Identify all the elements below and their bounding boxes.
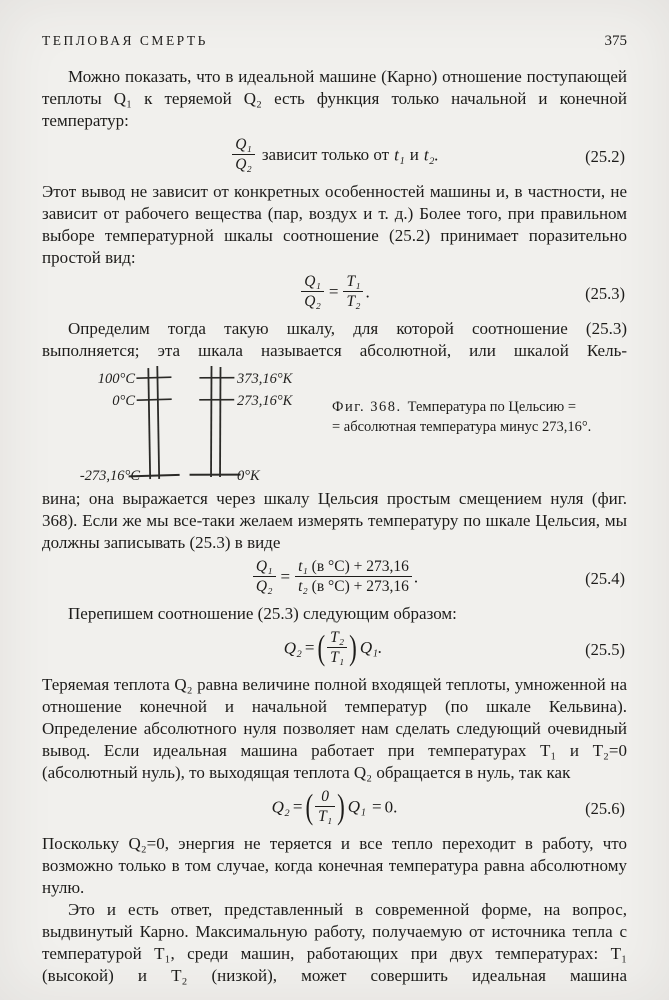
equation-25-6: Q₂ = ( $\frac{0}{\text{T₁}}$ ) Q₁ = 0. (25.6) — [271, 787, 625, 826]
equals-sign: = — [292, 797, 303, 817]
equation-25-3: $\frac{\text{Q₁}}{\text{Q₂}}$ = $\frac{\text{T₁}}{\text{T₂}}$ . (25.3) — [42, 273, 627, 314]
thermometer-figure — [42, 364, 332, 488]
figure-caption-number: Фиг. 368. — [332, 399, 402, 415]
paragraph-3: Определим тогда такую шкалу, для которой соотношение (25.3) выполняется; эта шкала называется абсолютной, или шкалой Кель- — [42, 319, 627, 360]
right-paren: ) — [337, 787, 345, 826]
paragraph-5: Перепишем соотношение (25.3) следующим образом: — [68, 604, 457, 623]
kelvin-label-273: 273,16°K — [237, 393, 293, 409]
right-paren: ) — [349, 628, 357, 667]
equation-25-4: $\frac{\text{Q₁}}{\text{Q₂}}$ = $\frac{\text{t₁ (в °C) + 273,16}}{\text{t₂ (в °C) + 273,16}}$ . (25.4) — [42, 558, 627, 599]
equals-sign: = — [280, 567, 291, 587]
celsius-label-0: 0°C — [112, 393, 135, 409]
kelvin-label-0: 0°K — [237, 468, 260, 484]
page-header — [42, 30, 627, 52]
kelvin-scale — [190, 366, 242, 477]
celsius-scale — [127, 366, 179, 480]
fraction: $\frac{\text{T₂}}{\text{T₁}}$ — [327, 629, 347, 666]
paragraph-8: Это и есть ответ, представленный в современной форме, на вопрос, выдвинутый Карно. Максимальную работу, получаемую от источника тепла с температурой T₁, среди машин, работающих при двух температурах: T₁ (высокой) и T₂ (низкой), может совершить идеальная машина — [42, 900, 627, 985]
math-var: t₁ — [394, 145, 405, 165]
equation-number-25-4: (25.4) — [585, 568, 625, 588]
equation-number-25-3: (25.3) — [585, 283, 625, 303]
equation-number-25-5: (25.5) — [585, 639, 625, 659]
equals-sign: = — [328, 282, 339, 302]
fraction: $\frac{\text{Q₁}}{\text{Q₂}}$ — [301, 273, 324, 310]
math-var: t₂. — [423, 145, 439, 165]
math-var: Q₂ — [283, 638, 302, 658]
equation-25-5 — [42, 629, 627, 670]
celsius-label-minus-273: -273,16°C — [79, 468, 140, 484]
paragraph-4: вина; она выражается через шкалу Цельсия простым смещением нуля (фиг. 368). Если же мы все-таки желаем измерять температуру по шкале Цельсия, мы должны записывать (25.3) в виде — [42, 489, 627, 552]
figure-368 — [42, 364, 627, 488]
celsius-label-100: 100°C — [97, 371, 135, 387]
fraction: $\frac{\text{Q₁}}{\text{Q₂}}$ — [232, 136, 255, 173]
fraction: $\frac{\text{Q₁}}{\text{Q₂}}$ — [253, 558, 276, 595]
paragraph-2: Этот вывод не зависит от конкретных особенностей машины и, в частности, не зависит от рабочего вещества (пар, воздух и т. д.) Более того, при правильном выборе температурной шкалы соотношение (25.2) принимает поразительно простой вид: — [42, 182, 627, 267]
equation-number-25-6: (25.6) — [585, 798, 625, 818]
page-number: 375 — [604, 33, 627, 49]
math-var: Q₁ — [347, 797, 366, 817]
paragraph-1: Можно показать, что в идеальной машине (Карно) отношение поступающей теплоты Q₁ к теряемой Q₂ есть функция только начальной и конечной температур: — [42, 67, 627, 130]
paragraph-7: Поскольку Q₂=0, энергия не теряется и все тепло переходит в работу, что возможно только в том случае, когда конечная температура равна абсолютному нулю. — [42, 834, 627, 897]
fraction: $\frac{\text{t₁ (в °C) + 273,16}}{\text{t₂ (в °C) + 273,16}}$ — [295, 558, 412, 595]
equals-sign: = — [371, 797, 382, 817]
equals-sign: = — [304, 638, 315, 658]
math-var: Q₂ — [271, 797, 290, 817]
fraction: $\frac{0}{\text{T₁}}$ — [315, 788, 335, 825]
equation-25-2: $\frac{\text{Q₁}}{\text{Q₂}}$ зависит только от t₁ и t₂. (25.2) — [42, 136, 627, 177]
left-paren: ( — [317, 628, 326, 667]
equation-number-25-2: (25.2) — [585, 146, 625, 166]
equation-text: зависит только от — [261, 145, 390, 165]
left-paren: ( — [305, 787, 314, 826]
running-title: ТЕПЛОВАЯ СМЕРТЬ — [42, 33, 208, 48]
math-var: Q₁. — [359, 638, 383, 658]
paragraph-6: Теряемая теплота Q₂ равна величине полной входящей теплоты, умноженной на отношение конечной и начальной температур (по шкале Кельвина). Определение абсолютного нуля позволяет нам сделать следующий очевидный вывод. Если идеальная машина работает при температурах T₁ и T₂=0 (абсолютный нуль), то выходящая теплота Q₂ обращается в нуль, так как — [42, 675, 627, 782]
figure-caption: Фиг. 368. Температура по Цельсию = = абсолютная температура минус 273,16°. — [332, 399, 592, 435]
kelvin-label-373: 373,16°K — [237, 371, 293, 387]
fraction: $\frac{\text{T₁}}{\text{T₂}}$ — [343, 273, 363, 310]
